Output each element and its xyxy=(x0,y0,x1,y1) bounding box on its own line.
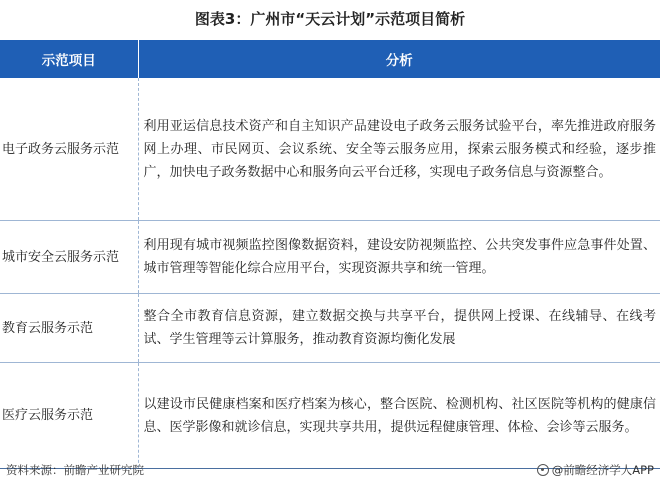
table-row xyxy=(0,363,660,469)
header-analysis: 分析 xyxy=(138,40,660,78)
project-name: 教育云服务示范 xyxy=(0,294,138,363)
source-text: 资料来源：前瞻产业研究院 xyxy=(6,463,144,477)
footer xyxy=(0,458,660,480)
table-row xyxy=(0,78,660,221)
project-name: 医疗云服务示范 xyxy=(0,363,138,469)
project-name: 电子政务云服务示范 xyxy=(0,78,138,221)
brand-credit xyxy=(537,462,654,478)
project-analysis: 以建设市民健康档案和医疗档案为核心，整合医院、检测机构、社区医院等机构的健康信息、医学影像和就诊信息，实现共享共用，提供远程健康管理、体检、会诊等云服务。 xyxy=(138,363,660,469)
project-analysis: 利用亚运信息技术资产和自主知识产品建设电子政务云服务试验平台，率先推进政府服务网上办理、市民网页、会议系统、安全等云服务应用，探索云服务模式和经验，逐步推广，加快电子政务数据中心和服务向云平台迁移，实现电子政务信息与资源整合。 xyxy=(138,78,660,221)
projects-table xyxy=(0,40,660,469)
table-row xyxy=(0,294,660,363)
project-analysis: 利用现有城市视频监控图像数据资料，建设安防视频监控、公共突发事件应急事件处置、城市管理等智能化综合应用平台，实现资源共享和统一管理。 xyxy=(138,221,660,294)
chart-title: 图表3：广州市“天云计划”示范项目简析 xyxy=(194,10,466,28)
table-header-row xyxy=(0,40,660,78)
table-row xyxy=(0,221,660,294)
brand-logo-icon xyxy=(537,464,549,476)
header-project: 示范项目 xyxy=(0,40,138,78)
project-analysis: 整合全市教育信息资源，建立数据交换与共享平台，提供网上授课、在线辅导、在线考试、学生管理等云计算服务，推动教育资源均衡化发展 xyxy=(138,294,660,363)
project-name: 城市安全云服务示范 xyxy=(0,221,138,294)
brand-text: @前瞻经济学人APP xyxy=(551,463,654,477)
